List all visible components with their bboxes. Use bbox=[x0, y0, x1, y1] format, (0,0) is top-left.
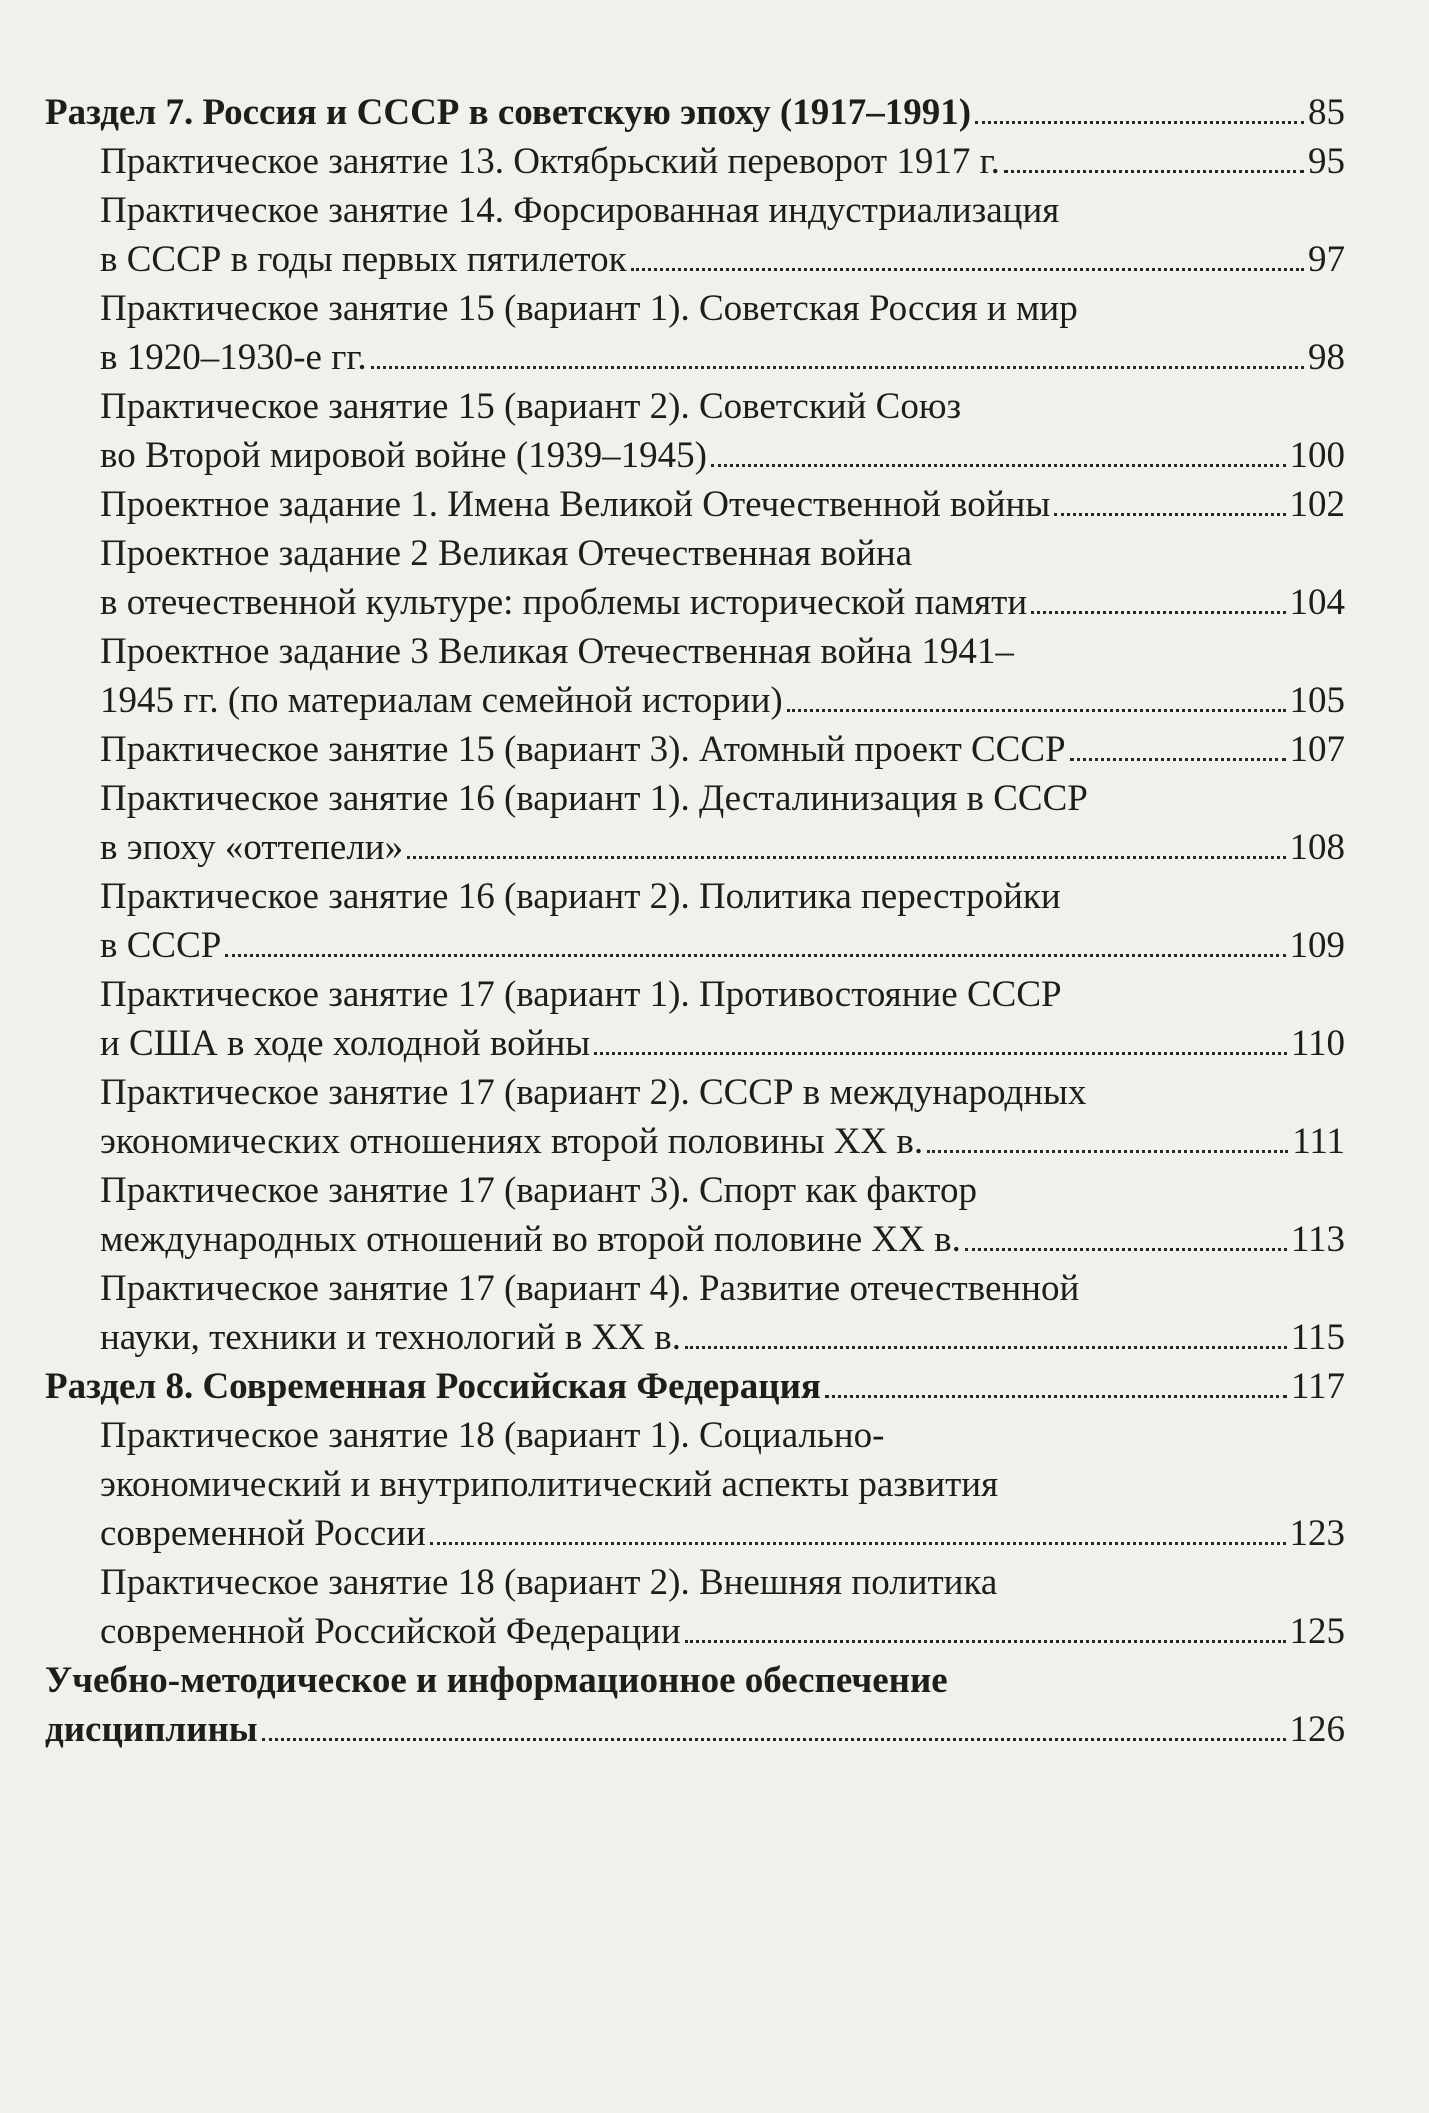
toc-section-entry[interactable] bbox=[45, 1656, 1345, 1754]
toc-entry-row bbox=[100, 235, 1345, 284]
toc-entry-title: 1945 гг. (по материалам семейной истории) bbox=[100, 680, 783, 721]
toc-entry-line: Проектное задание 2 Великая Отечественная война bbox=[100, 533, 913, 574]
toc-section-entry[interactable] bbox=[45, 1362, 1345, 1411]
toc-entry[interactable] bbox=[100, 627, 1345, 725]
toc-entry-title: Практическое занятие 15 (вариант 3). Атомный проект СССР bbox=[100, 729, 1066, 770]
toc-entry-row bbox=[100, 676, 1345, 725]
page-number: 111 bbox=[1292, 1121, 1345, 1162]
page-number: 95 bbox=[1308, 141, 1345, 182]
toc-entry-title: современной России bbox=[100, 1513, 426, 1554]
toc-entry-title: в отечественной культуре: проблемы исторической памяти bbox=[100, 582, 1028, 623]
toc-entry-row bbox=[100, 333, 1345, 382]
page-number: 107 bbox=[1289, 729, 1345, 770]
toc-entry-row bbox=[100, 578, 1345, 627]
dot-leader bbox=[594, 1051, 1287, 1055]
dot-leader bbox=[631, 267, 1304, 271]
toc-entry-line: Практическое занятие 15 (вариант 1). Советская Россия и мир bbox=[100, 288, 1078, 329]
toc-entry[interactable] bbox=[100, 872, 1345, 970]
toc-entry-line: Практическое занятие 14. Форсированная индустриализация bbox=[100, 190, 1060, 231]
dot-leader bbox=[685, 1345, 1287, 1349]
page-number: 123 bbox=[1289, 1513, 1345, 1554]
toc-entry-row bbox=[100, 480, 1345, 529]
page-number: 126 bbox=[1289, 1709, 1345, 1750]
toc-entry-row bbox=[100, 1117, 1345, 1166]
toc-entry[interactable] bbox=[100, 480, 1345, 529]
dot-leader bbox=[1031, 610, 1285, 614]
toc-entry-line: экономический и внутриполитический аспекты развития bbox=[100, 1464, 999, 1505]
dot-leader bbox=[825, 1394, 1287, 1398]
dot-leader bbox=[430, 1541, 1286, 1545]
toc-entry-row bbox=[45, 1362, 1345, 1411]
toc-entry-row bbox=[100, 823, 1345, 872]
toc-section-entry[interactable] bbox=[45, 88, 1345, 137]
toc-entry[interactable] bbox=[100, 382, 1345, 480]
page-number: 115 bbox=[1290, 1317, 1345, 1358]
toc-entry-line: Проектное задание 3 Великая Отечественная война 1941– bbox=[100, 631, 1014, 672]
toc-entry-title: Раздел 7. Россия и СССР в советскую эпоху (1917–1991) bbox=[45, 92, 972, 133]
toc-entry-title: современной Российской Федерации bbox=[100, 1611, 681, 1652]
dot-leader bbox=[262, 1737, 1286, 1741]
toc-entry[interactable] bbox=[100, 137, 1345, 186]
toc-entry-title: Практическое занятие 13. Октябрьский переворот 1917 г. bbox=[100, 141, 1000, 182]
toc-entry-row bbox=[100, 1509, 1345, 1558]
toc-entry-title: науки, техники и технологий в XX в. bbox=[100, 1317, 681, 1358]
toc-entry[interactable] bbox=[100, 1558, 1345, 1656]
toc-entry-row bbox=[100, 1607, 1345, 1656]
dot-leader bbox=[1070, 757, 1286, 761]
toc-entry-line: Практическое занятие 17 (вариант 4). Развитие отечественной bbox=[100, 1268, 1080, 1309]
toc-entry-line: Практическое занятие 16 (вариант 1). Десталинизация в СССР bbox=[100, 778, 1088, 819]
toc-entry[interactable] bbox=[100, 1166, 1345, 1264]
dot-leader bbox=[965, 1247, 1287, 1251]
page-number: 113 bbox=[1290, 1219, 1345, 1260]
toc-entry[interactable] bbox=[100, 186, 1345, 284]
table-of-contents bbox=[45, 88, 1345, 1754]
toc-entry-row bbox=[100, 1215, 1345, 1264]
dot-leader bbox=[225, 953, 1285, 957]
toc-entry[interactable] bbox=[100, 1264, 1345, 1362]
toc-entry[interactable] bbox=[100, 1411, 1345, 1558]
page-number: 108 bbox=[1289, 827, 1345, 868]
page-number: 117 bbox=[1290, 1366, 1345, 1407]
toc-entry-line: Практическое занятие 18 (вариант 2). Внешняя политика bbox=[100, 1562, 998, 1603]
page-number: 97 bbox=[1308, 239, 1345, 280]
toc-entry-line: Практическое занятие 17 (вариант 3). Спорт как фактор bbox=[100, 1170, 977, 1211]
dot-leader bbox=[407, 855, 1285, 859]
toc-entry-line: Практическое занятие 16 (вариант 2). Политика перестройки bbox=[100, 876, 1061, 917]
page-number: 104 bbox=[1289, 582, 1345, 623]
toc-entry[interactable] bbox=[100, 1068, 1345, 1166]
page-number: 105 bbox=[1289, 680, 1345, 721]
toc-entry-title: дисциплины bbox=[45, 1709, 258, 1750]
page-number: 85 bbox=[1308, 92, 1345, 133]
toc-entry-line: Практическое занятие 17 (вариант 2). СССР в международных bbox=[100, 1072, 1087, 1113]
dot-leader bbox=[787, 708, 1286, 712]
toc-entry-line: Практическое занятие 18 (вариант 1). Социально- bbox=[100, 1415, 885, 1456]
toc-entry-title: Проектное задание 1. Имена Великой Отечественной войны bbox=[100, 484, 1051, 525]
dot-leader bbox=[1054, 512, 1285, 516]
page-number: 98 bbox=[1308, 337, 1345, 378]
toc-entry-title: международных отношений во второй половине XX в. bbox=[100, 1219, 961, 1260]
page-number: 100 bbox=[1289, 435, 1345, 476]
toc-entry-row bbox=[100, 137, 1345, 186]
toc-entry-title: в СССР в годы первых пятилеток bbox=[100, 239, 627, 280]
toc-entry-row bbox=[100, 431, 1345, 480]
dot-leader bbox=[975, 120, 1304, 124]
toc-entry-row bbox=[100, 921, 1345, 970]
toc-entry-title: во Второй мировой войне (1939–1945) bbox=[100, 435, 707, 476]
dot-leader bbox=[927, 1149, 1288, 1153]
toc-entry-row bbox=[100, 1019, 1345, 1068]
toc-entry-line: Учебно-методическое и информационное обеспечение bbox=[45, 1660, 948, 1701]
toc-entry-row bbox=[100, 1313, 1345, 1362]
toc-entry-title: в 1920–1930-е гг. bbox=[100, 337, 367, 378]
toc-entry-row bbox=[100, 725, 1345, 774]
dot-leader bbox=[685, 1639, 1286, 1643]
toc-entry[interactable] bbox=[100, 774, 1345, 872]
page-number: 125 bbox=[1289, 1611, 1345, 1652]
dot-leader bbox=[1004, 169, 1304, 173]
toc-entry-title: и США в ходе холодной войны bbox=[100, 1023, 591, 1064]
page-number: 102 bbox=[1289, 484, 1345, 525]
toc-entry-line: Практическое занятие 17 (вариант 1). Противостояние СССР bbox=[100, 974, 1062, 1015]
toc-entry-title: Раздел 8. Современная Российская Федерация bbox=[45, 1366, 821, 1407]
toc-entry[interactable] bbox=[100, 970, 1345, 1068]
toc-entry-title: в СССР bbox=[100, 925, 222, 966]
toc-entry-row bbox=[45, 88, 1345, 137]
toc-entry-line: Практическое занятие 15 (вариант 2). Советский Союз bbox=[100, 386, 962, 427]
toc-entry[interactable] bbox=[100, 725, 1345, 774]
dot-leader bbox=[711, 463, 1286, 467]
page-number: 110 bbox=[1290, 1023, 1345, 1064]
page-number: 109 bbox=[1289, 925, 1345, 966]
toc-entry-row bbox=[45, 1705, 1345, 1754]
toc-entry[interactable] bbox=[100, 529, 1345, 627]
toc-entry-title: в эпоху «оттепели» bbox=[100, 827, 404, 868]
toc-entry-title: экономических отношениях второй половины XX в. bbox=[100, 1121, 924, 1162]
toc-entry[interactable] bbox=[100, 284, 1345, 382]
dot-leader bbox=[371, 365, 1304, 369]
